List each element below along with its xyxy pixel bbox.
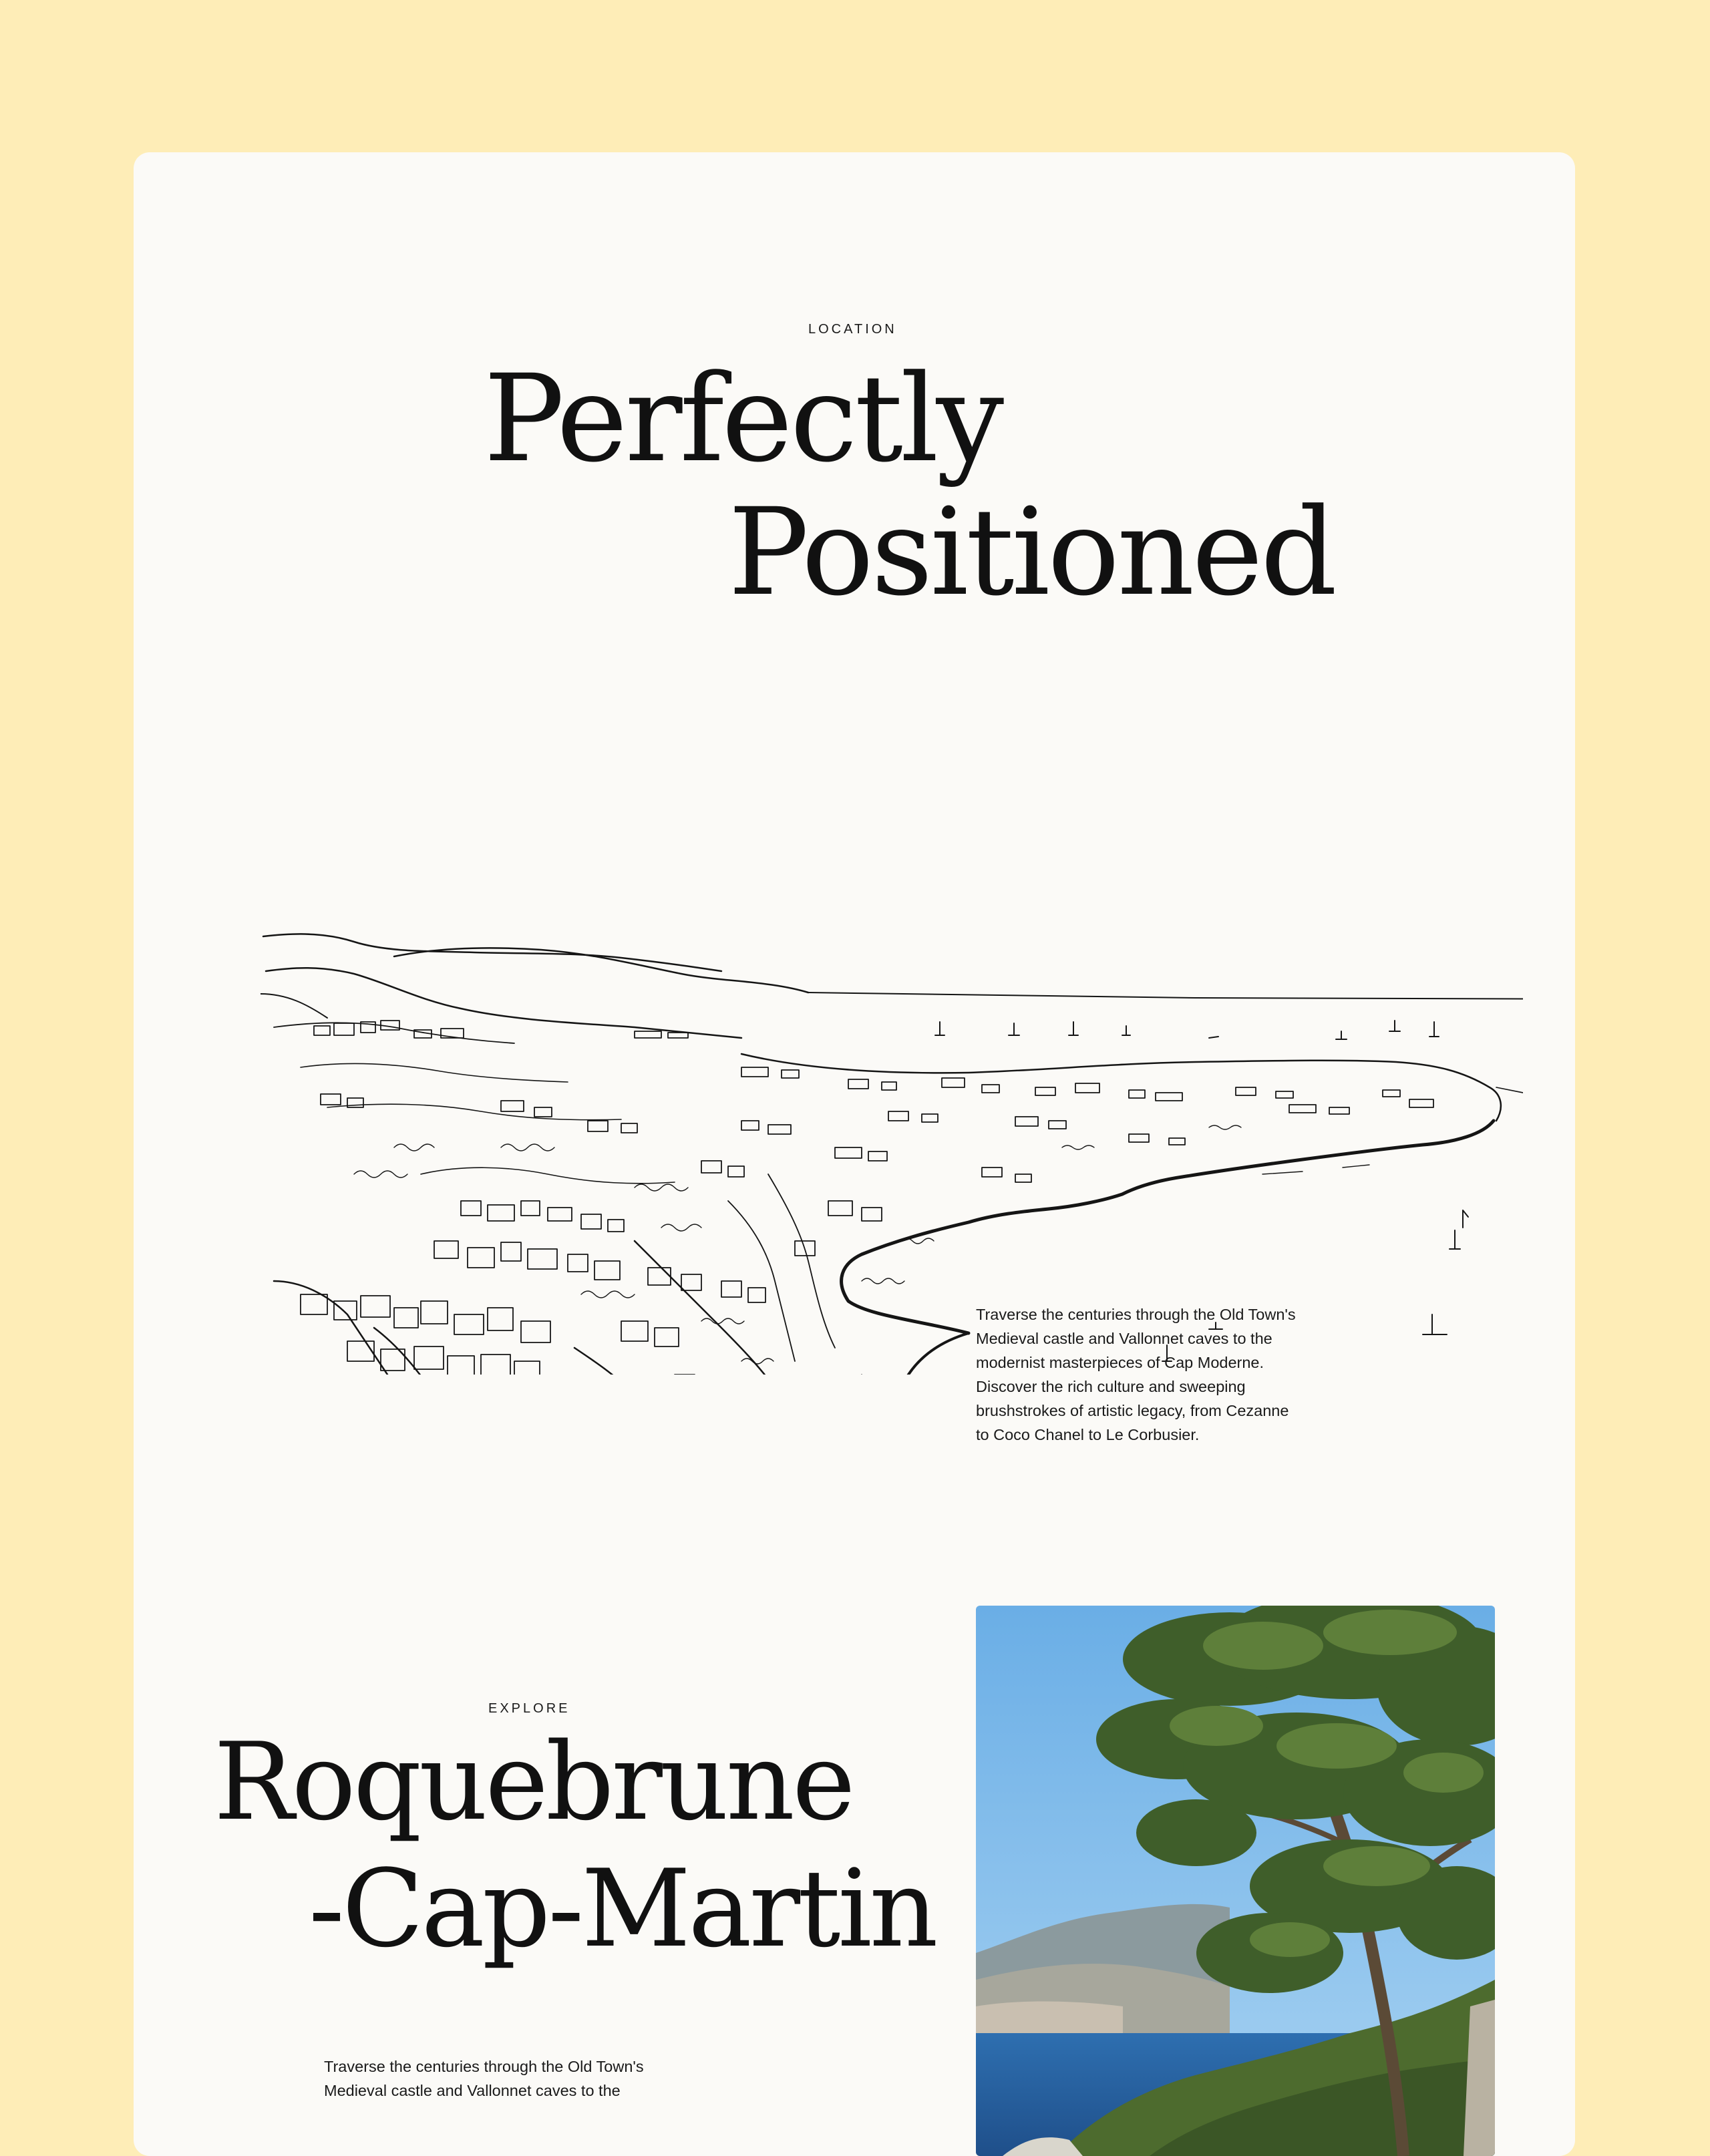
explore-description: Traverse the centuries through the Old Town's Medieval castle and Vallonnet caves to the bbox=[324, 2058, 644, 2099]
content-card bbox=[134, 152, 1575, 2156]
explore-title-line-1: Roquebrune bbox=[214, 1719, 853, 1844]
location-description: Traverse the centuries through the Old Town's Medieval castle and Vallonnet caves to the modernist masterpieces of Cap Moderne. Discover the rich culture and sweeping brushstrokes of artistic legacy, from Cezanne to Coco Chanel to Le Corbusier. bbox=[976, 1306, 1296, 1443]
coastline-sketch-illustration bbox=[261, 773, 1523, 1375]
explore-title-line-2: -Cap-Martin bbox=[309, 1846, 936, 1971]
location-eyebrow: LOCATION bbox=[808, 322, 897, 337]
coastal-pine-tree-photo bbox=[976, 1606, 1495, 2156]
explore-eyebrow: EXPLORE bbox=[488, 1701, 570, 1716]
location-title-line-1: Perfectly bbox=[484, 349, 1002, 489]
coastal-pine-tree-image bbox=[976, 1606, 1495, 2156]
location-title-line-2: Positioned bbox=[728, 483, 1335, 622]
